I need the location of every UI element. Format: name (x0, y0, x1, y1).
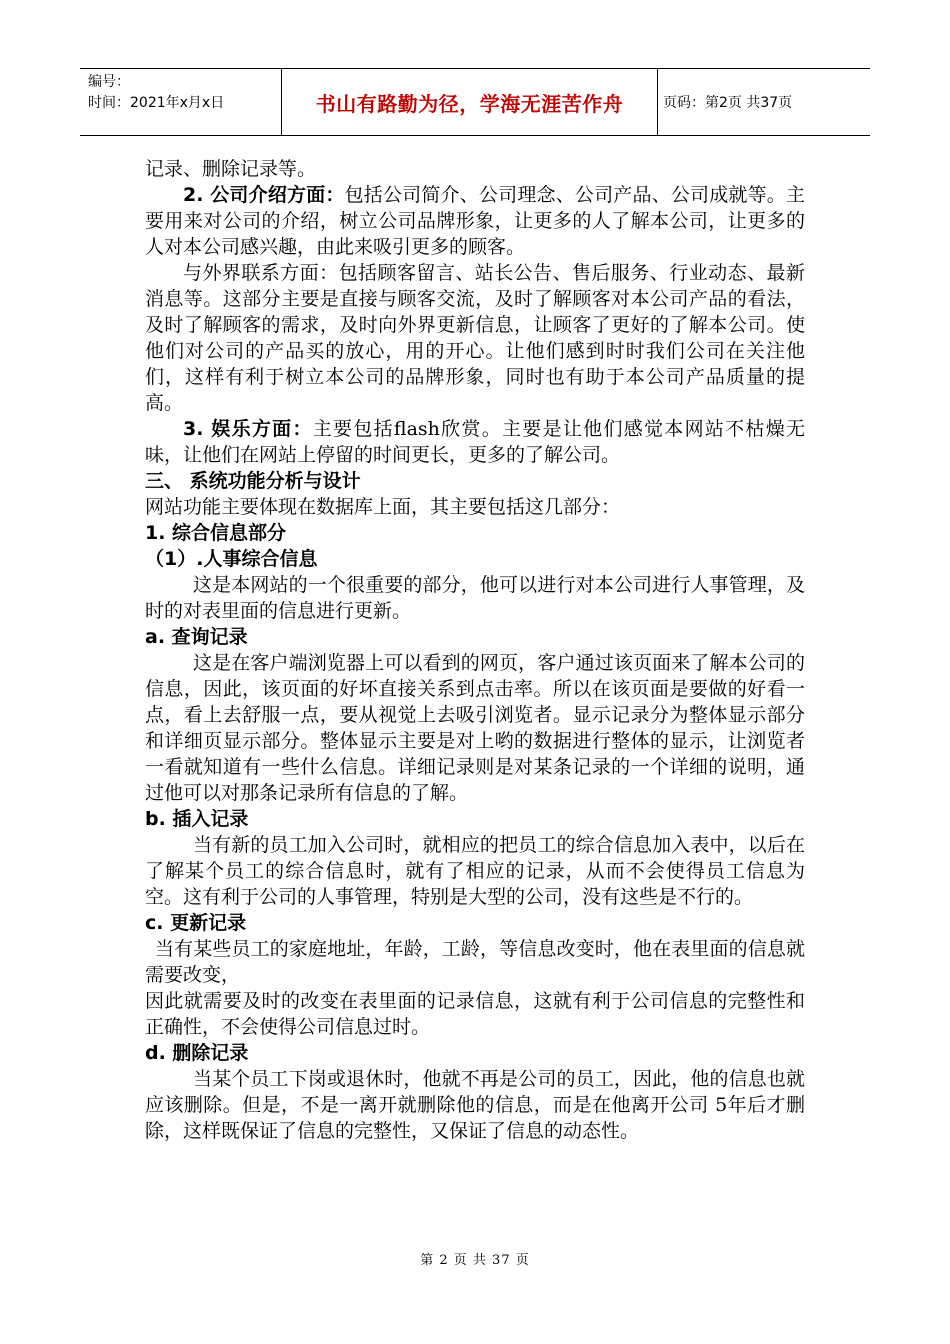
section-heading (145, 624, 805, 650)
section-heading (145, 1040, 805, 1066)
paragraph-text: 1. 综合信息部分 (145, 522, 287, 544)
paragraph-text: 当有某些员工的家庭地址，年龄，工龄，等信息改变时，他在表里面的信息就需要改变， (145, 938, 805, 986)
header-meta (88, 72, 288, 114)
paragraph-text: 当某个员工下岗或退休时，他就不再是公司的员工，因此，他的信息也就应该删除。但是，不是一离开就删除他的信息，而是在他离开公司 5年后才删除，这样既保证了信息的完整性，又保证了信息的动态性。 (145, 1068, 805, 1142)
paragraph-text: 三、 系统功能分析与设计 (145, 470, 361, 492)
body-paragraph (145, 260, 805, 416)
section-heading (145, 468, 805, 494)
paragraph-text: 主要包括flash欣赏。主要是让他们感觉本网站不枯燥无味，让他们在网站上停留的时间更长，更多的了解公司。 (145, 418, 805, 466)
header-divider (657, 69, 658, 135)
body-paragraph (145, 988, 805, 1040)
body-paragraph (145, 156, 805, 182)
paragraph-text: 因此就需要及时的改变在表里面的记录信息，这就有利于公司信息的完整性和正确性，不会使得公司信息过时。 (145, 990, 805, 1038)
paragraph-lead: 3. 娱乐方面： (183, 418, 313, 440)
header-motto: 书山有路勤为径，学海无涯苦作舟 (315, 91, 624, 116)
paragraph-text: 这是本网站的一个很重要的部分，他可以进行对本公司进行人事管理，及时的对表里面的信息进行更新。 (145, 574, 805, 622)
paragraph-text: 与外界联系方面：包括顾客留言、站长公告、售后服务、行业动态、最新消息等。这部分主要是直接与顾客交流，及时了解顾客对本公司产品的看法，及时了解顾客的需求，及时向外界更新信息，让顾客了更好的了解本公司。使他们对公司的产品买的放心，用的开心。让他们感到时时我们公司在关注他们，这样有利于树立本公司的品牌形象，同时也有助于本公司产品质量的提高。 (145, 262, 805, 414)
page-header (80, 68, 870, 136)
section-heading (145, 910, 805, 936)
paragraph-text: 记录、删除记录等。 (145, 158, 317, 180)
paragraph-text: （1）.人事综合信息 (145, 548, 318, 570)
header-page-info: 页码：第2页 共37页 (663, 95, 793, 111)
paragraph-text: 当有新的员工加入公司时，就相应的把员工的综合信息加入表中，以后在了解某个员工的综合信息时，就有了相应的记录，从而不会使得员工信息为空。这有利于公司的人事管理，特别是大型的公司，没有这些是不行的。 (145, 834, 805, 908)
body-paragraph (145, 936, 805, 988)
body-paragraph (145, 832, 805, 910)
header-time-label: 时间：2021年x月x日 (88, 95, 225, 111)
header-number-label: 编号： (88, 74, 130, 90)
section-heading (145, 806, 805, 832)
paragraph-text: 网站功能主要体现在数据库上面，其主要包括这几部分： (145, 496, 621, 518)
paragraph-text: d. 删除记录 (145, 1042, 249, 1064)
section-heading (145, 520, 805, 546)
page-footer: 第 2 页 共 37 页 (420, 1253, 530, 1268)
paragraph-text: 包括公司简介、公司理念、公司产品、公司成就等。主要用来对公司的介绍，树立公司品牌形象，让更多的人了解本公司，让更多的人对本公司感兴趣，由此来吸引更多的顾客。 (145, 184, 805, 258)
body-paragraph (145, 572, 805, 624)
paragraph-text: a. 查询记录 (145, 626, 248, 648)
body-paragraph (145, 416, 805, 468)
paragraph-text: b. 插入记录 (145, 808, 249, 830)
section-heading (145, 546, 805, 572)
paragraph-text: 这是在客户端浏览器上可以看到的网页，客户通过该页面来了解本公司的信息，因此，该页面的好坏直接关系到点击率。所以在该页面是要做的好看一点，看上去舒服一点，要从视觉上去吸引浏览者。显示记录分为整体显示部分和详细页显示部分。整体显示主要是对上哟的数据进行整体的显示，让浏览者一看就知道有一些什么信息。详细记录则是对某条记录的一个详细的说明，通过他可以对那条记录所有信息的了解。 (145, 652, 805, 804)
paragraph-lead: 2. 公司介绍方面： (183, 184, 345, 206)
paragraph-text: c. 更新记录 (145, 912, 247, 934)
body-paragraph (145, 650, 805, 806)
body-paragraph (145, 182, 805, 260)
body-paragraph (145, 494, 805, 520)
document-body (145, 156, 805, 1144)
body-paragraph (145, 1066, 805, 1144)
